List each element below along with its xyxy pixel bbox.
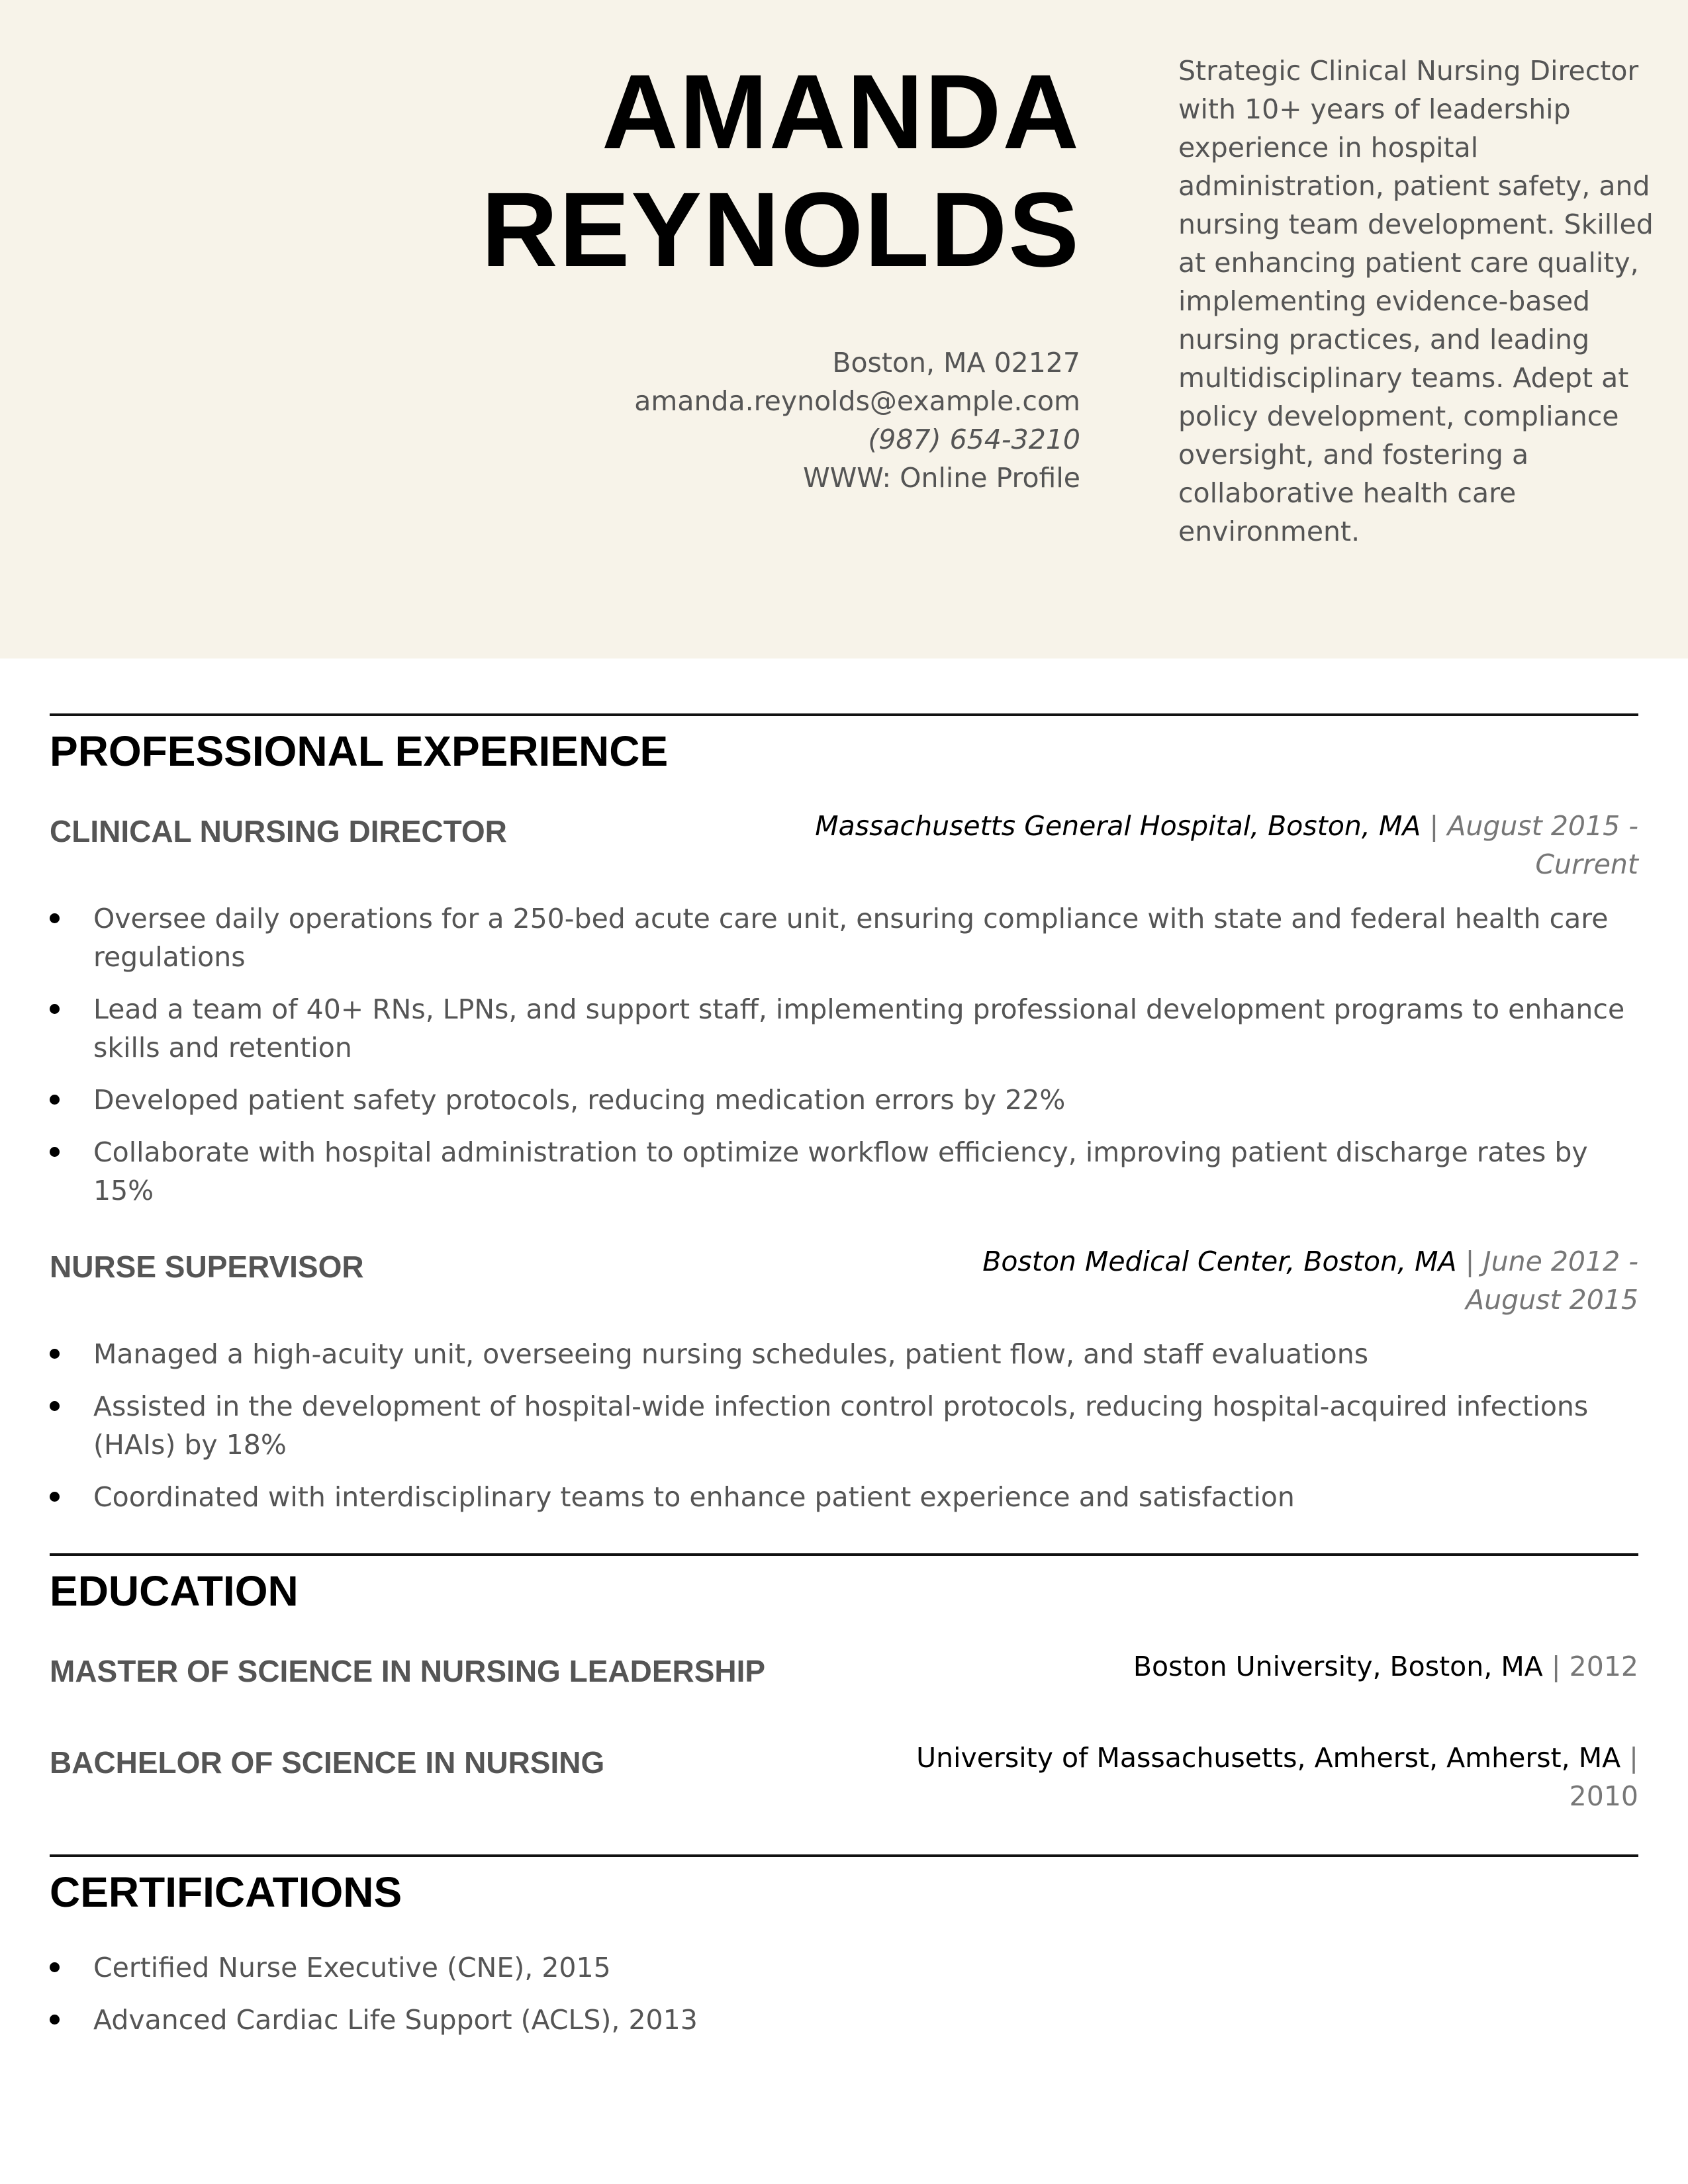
candidate-name (463, 53, 1080, 289)
job-location: Boston, MA (1268, 810, 1421, 842)
section-title-education: EDUCATION (50, 1567, 299, 1615)
employer: Massachusetts General Hospital (815, 810, 1251, 842)
list-item: Lead a team of 40+ RNs, LPNs, and support staff, implementing professional development programs to enhance skills and retention (50, 990, 1638, 1067)
address: Boston, MA 02127 (832, 347, 1080, 379)
section-title-certifications: CERTIFICATIONS (50, 1868, 402, 1916)
list-item: Oversee daily operations for a 250-bed acute care unit, ensuring compliance with state and federal health care regulations (50, 899, 1638, 976)
meta-separator: | (1629, 1742, 1638, 1774)
phone[interactable]: (987) 654-3210 (868, 424, 1080, 455)
section-divider (50, 713, 1638, 716)
section-title-experience: PROFESSIONAL EXPERIENCE (50, 727, 669, 775)
header-banner (0, 0, 1688, 659)
name-last: REYNOLDS (481, 170, 1080, 289)
job-dates: June 2012 - August 2015 (1466, 1246, 1638, 1316)
education-meta (884, 1739, 1638, 1815)
school: Boston University, Boston, MA (1133, 1651, 1543, 1682)
website-link[interactable]: WWW: Online Profile (803, 462, 1080, 494)
job-meta: Massachusetts General Hospital, Boston, MA | August 2015 - Current (815, 810, 1638, 880)
list-item: Certified Nurse Executive (CNE), 2015 (50, 1948, 1638, 1987)
certification-list (50, 1948, 1638, 2053)
email[interactable]: amanda.reynolds@example.com (634, 385, 1080, 417)
job-bullets (50, 1335, 1638, 1530)
list-item: Coordinated with interdisciplinary teams to enhance patient experience and satisfaction (50, 1478, 1638, 1516)
job-location: Boston, MA (1303, 1246, 1457, 1277)
school: University of Massachusetts, Amherst, Amherst, MA (916, 1742, 1621, 1774)
job-meta: Boston Medical Center, Boston, MA | June 2012 - August 2015 (982, 1246, 1638, 1316)
job-title: NURSE SUPERVISOR (50, 1250, 364, 1284)
meta-separator: | (1465, 1246, 1475, 1277)
list-item: Collaborate with hospital administration to optimize workflow efficiency, improving patient discharge rates by 15% (50, 1133, 1638, 1210)
section-divider (50, 1553, 1638, 1556)
education-meta (844, 1647, 1638, 1686)
job-dates: August 2015 - Current (1447, 810, 1638, 880)
list-item: Managed a high-acuity unit, overseeing nursing schedules, patient flow, and staff evaluations (50, 1335, 1638, 1373)
job-title: CLINICAL NURSING DIRECTOR (50, 814, 507, 848)
degree-title: MASTER OF SCIENCE IN NURSING LEADERSHIP (50, 1654, 766, 1688)
job-bullets (50, 899, 1638, 1224)
meta-separator: | (1429, 810, 1439, 842)
list-item: Developed patient safety protocols, reducing medication errors by 22% (50, 1081, 1638, 1119)
employer: Boston Medical Center (982, 1246, 1287, 1277)
graduation-year: 2010 (1569, 1780, 1638, 1812)
professional-summary: Strategic Clinical Nursing Director with 10+ years of leadership experience in hospital administration, patient safety, and nursing team development. Skilled at enhancing patient care quality, implementing evidence-based nursing practices, and leading multidisciplinary teams. Adept at policy development, compliance oversight, and fostering a collaborative health care environment. (1178, 55, 1654, 547)
list-item: Advanced Cardiac Life Support (ACLS), 2013 (50, 2001, 1638, 2039)
list-item: Assisted in the development of hospital-wide infection control protocols, reducing hospital-acquired infections (HAIs) by 18% (50, 1387, 1638, 1464)
graduation-year: 2012 (1569, 1651, 1638, 1682)
section-divider (50, 1854, 1638, 1857)
meta-separator: | (1551, 1651, 1561, 1682)
contact-info (463, 343, 1080, 497)
degree-title: BACHELOR OF SCIENCE IN NURSING (50, 1745, 605, 1780)
name-first: AMANDA (601, 52, 1080, 171)
